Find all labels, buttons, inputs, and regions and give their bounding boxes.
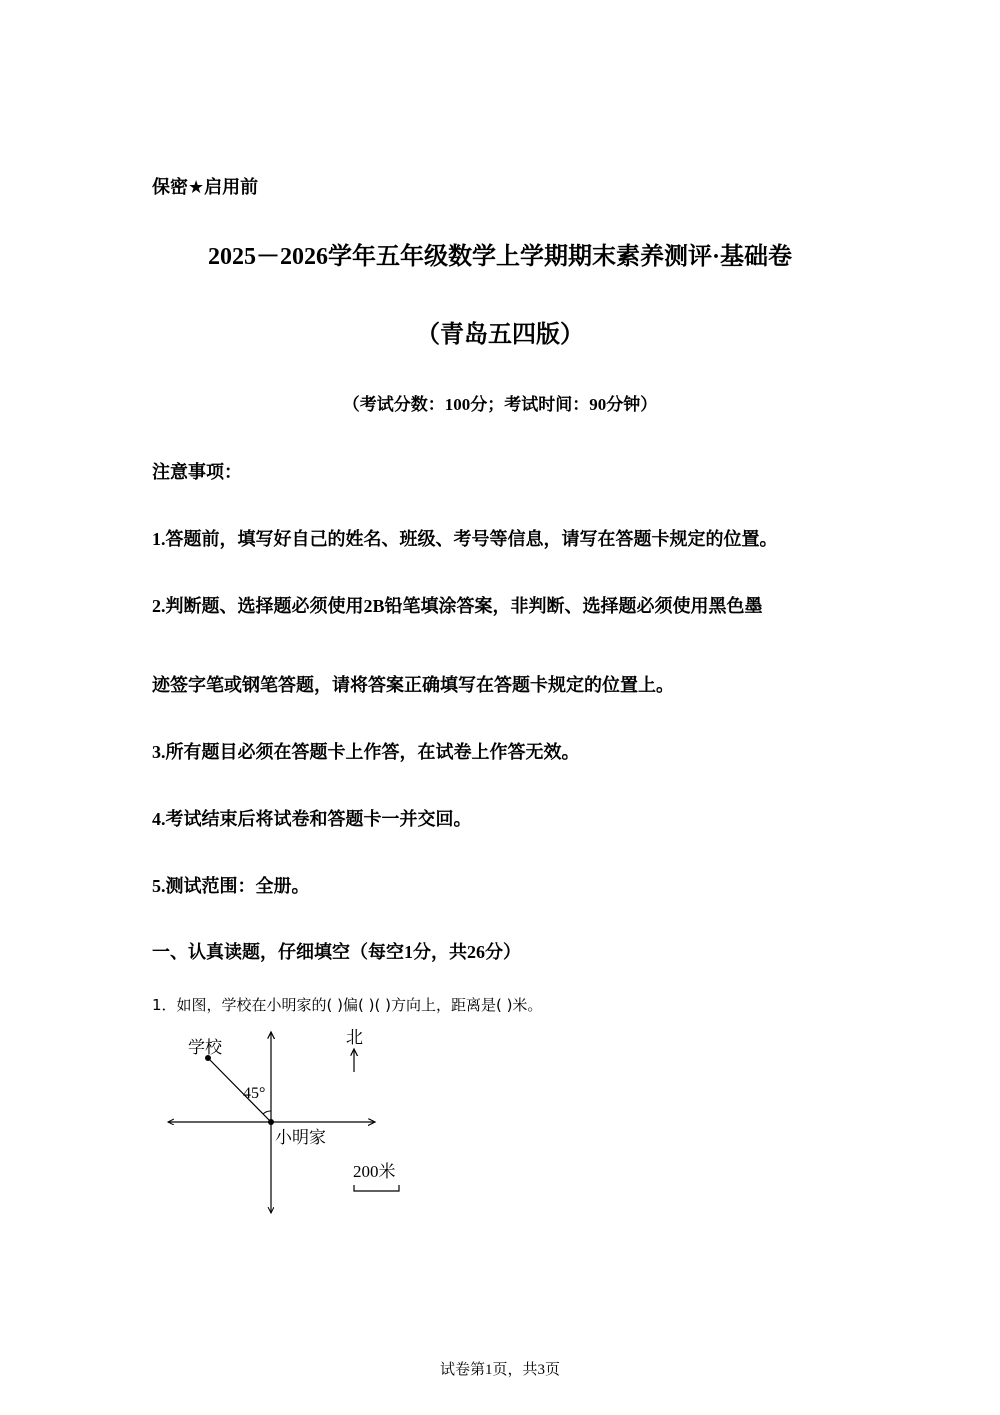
home-label: 小明家 bbox=[275, 1128, 326, 1147]
page-footer: 试卷第1页，共3页 bbox=[439, 1362, 560, 1378]
notice-item: 迹签字笔或钢笔答题，请将答案正确填写在答题卡规定的位置上。 bbox=[152, 675, 674, 695]
direction-diagram bbox=[160, 1025, 410, 1220]
notice-item: 1.答题前，填写好自己的姓名、班级、考号等信息，请写在答题卡规定的位置。 bbox=[152, 529, 778, 549]
exam-info: （考试分数：100分；考试时间：90分钟） bbox=[342, 395, 658, 414]
confidential-label: 保密★启用前 bbox=[152, 177, 259, 198]
notice-item: 2.判断题、选择题必须使用2B铅笔填涂答案，非判断、选择题必须使用黑色墨 bbox=[152, 596, 763, 616]
exam-subtitle: （青岛五四版） bbox=[416, 320, 584, 348]
angle-label: 45° bbox=[243, 1085, 266, 1102]
school-label: 学校 bbox=[188, 1038, 222, 1057]
scale-label: 200米 bbox=[353, 1162, 396, 1181]
question-1-text: 1．如图，学校在小明家的( )偏( )( )方向上，距离是( )米。 bbox=[152, 996, 543, 1014]
north-label: 北 bbox=[346, 1028, 363, 1047]
notice-item: 5.测试范围：全册。 bbox=[152, 876, 310, 896]
home-point bbox=[268, 1119, 274, 1125]
scale-bar bbox=[354, 1185, 399, 1191]
exam-title: 2025－2026学年五年级数学上学期期末素养测评·基础卷 bbox=[207, 244, 792, 270]
notice-heading: 注意事项： bbox=[152, 462, 242, 483]
notice-item: 3.所有题目必须在答题卡上作答，在试卷上作答无效。 bbox=[152, 742, 580, 762]
section-heading: 一、认真读题，仔细填空（每空1分，共26分） bbox=[152, 942, 521, 962]
angle-arc bbox=[263, 1111, 271, 1114]
notice-item: 4.考试结束后将试卷和答题卡一并交回。 bbox=[152, 809, 472, 829]
